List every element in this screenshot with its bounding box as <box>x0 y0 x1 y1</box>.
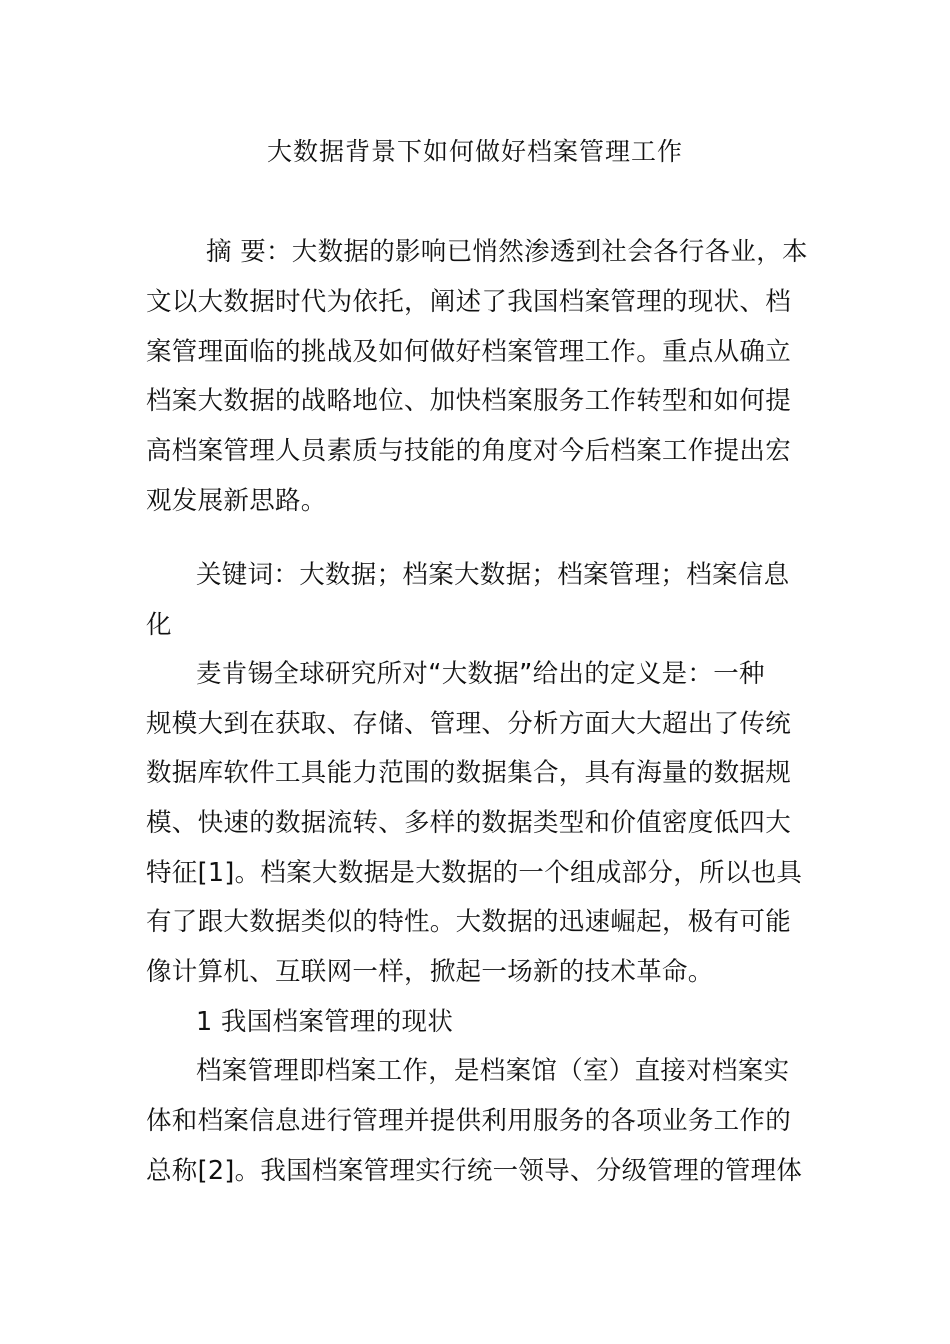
body-line-1: 麦肯锡全球研究所对“大数据”给出的定义是：一种 <box>196 659 765 689</box>
section-heading-1: 1 我国档案管理的现状 <box>196 1007 454 1037</box>
section-1-line-2: 体和档案信息进行管理并提供利用服务的各项业务工作的 <box>146 1106 792 1136</box>
abstract-line-2: 文以大数据时代为依托，阐述了我国档案管理的现状、档 <box>146 287 792 317</box>
abstract-line-3: 案管理面临的挑战及如何做好档案管理工作。重点从确立 <box>146 337 792 367</box>
body-line-3: 数据库软件工具能力范围的数据集合，具有海量的数据规 <box>146 758 792 788</box>
abstract-line-6: 观发展新思路。 <box>146 486 327 516</box>
body-line-5: 特征[1]。档案大数据是大数据的一个组成部分，所以也具 <box>146 858 803 888</box>
keywords-line-2: 化 <box>146 610 172 640</box>
body-line-7: 像计算机、互联网一样，掀起一场新的技术革命。 <box>146 957 714 987</box>
abstract-line-4: 档案大数据的战略地位、加快档案服务工作转型和如何提 <box>146 386 792 416</box>
section-1-line-1: 档案管理即档案工作，是档案馆（室）直接对档案实 <box>196 1056 790 1086</box>
document-title: 大数据背景下如何做好档案管理工作 <box>266 137 683 166</box>
abstract-line-5: 高档案管理人员素质与技能的角度对今后档案工作提出宏 <box>146 436 792 466</box>
abstract-line-1: 摘 要：大数据的影响已悄然渗透到社会各行各业，本 <box>206 237 808 267</box>
keywords-line-1: 关键词：大数据；档案大数据；档案管理；档案信息 <box>196 560 790 590</box>
section-1-line-3: 总称[2]。我国档案管理实行统一领导、分级管理的管理体 <box>146 1156 803 1186</box>
body-line-2: 规模大到在获取、存储、管理、分析方面大大超出了传统 <box>146 709 792 739</box>
body-line-6: 有了跟大数据类似的特性。大数据的迅速崛起，极有可能 <box>146 907 792 937</box>
body-line-4: 模、快速的数据流转、多样的数据类型和价值密度低四大 <box>146 808 792 838</box>
